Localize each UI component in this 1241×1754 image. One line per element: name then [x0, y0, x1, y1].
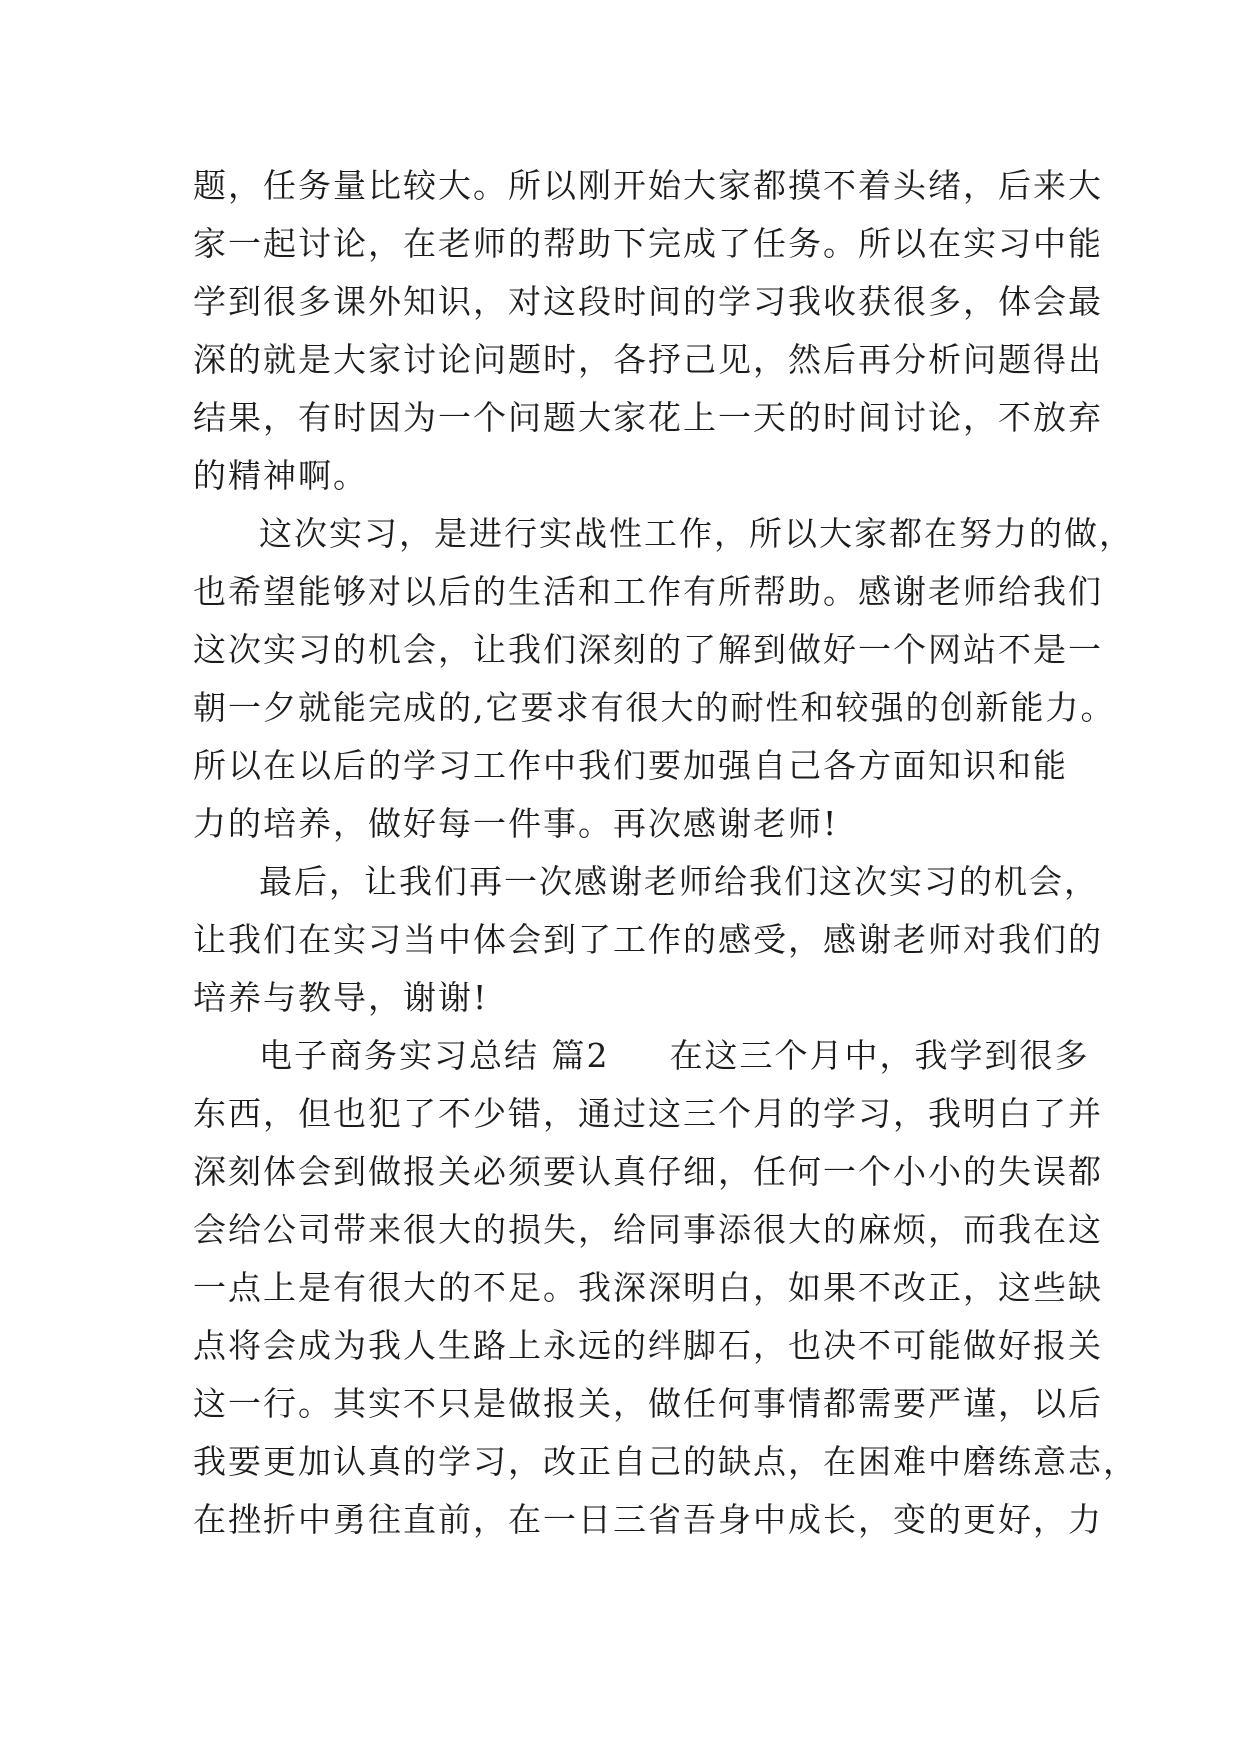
- section-heading-line: [193, 1027, 1090, 1085]
- text-line: 深刻体会到做报关必须要认真仔细，任何一个小小的失误都: [193, 1152, 1103, 1191]
- text-line: 所以在以后的学习工作中我们要加强自己各方面知识和能: [193, 746, 1068, 785]
- text-line: 学到很多课外知识，对这段时间的学习我收获很多，体会最: [193, 282, 1103, 321]
- text-line: 家一起讨论，在老师的帮助下完成了任务。所以在实习中能: [193, 224, 1103, 263]
- text-line: 朝一夕就能完成的,它要求有很大的耐性和较强的创新能力。: [193, 688, 1116, 727]
- text-line: 深的就是大家讨论问题时，各抒己见，然后再分析问题得出: [193, 340, 1103, 379]
- text-line-start: 在这三个月中，我学到很多: [669, 1036, 1090, 1075]
- text-line: 一点上是有很大的不足。我深深明白，如果不改正，这些缺: [193, 1268, 1103, 1307]
- text-line: 这次实习，是进行实战性工作，所以大家都在努力的做，: [259, 514, 1134, 553]
- paragraph-4: [193, 1027, 1138, 1549]
- section-heading: 电子商务实习总结 篇2: [259, 1036, 610, 1075]
- text-line: 我要更加认真的学习，改正自己的缺点，在困难中磨练意志，: [193, 1442, 1138, 1481]
- text-line: 让我们在实习当中体会到了工作的感受，感谢老师对我们的: [193, 920, 1103, 959]
- text-line: 这一行。其实不只是做报关，做任何事情都需要严谨，以后: [193, 1384, 1103, 1423]
- text-line: 也希望能够对以后的生活和工作有所帮助。感谢老师给我们: [193, 572, 1103, 611]
- text-line: 题，任务量比较大。所以刚开始大家都摸不着头绪，后来大: [193, 166, 1103, 205]
- paragraph-1: [193, 157, 1103, 505]
- document-body: [193, 157, 1138, 1549]
- paragraph-2: [193, 505, 1134, 853]
- paragraph-3: [193, 853, 1103, 1027]
- text-line: 力的培养，做好每一件事。再次感谢老师!: [193, 804, 839, 843]
- text-line: 东西，但也犯了不少错，通过这三个月的学习，我明白了并: [193, 1094, 1103, 1133]
- text-line: 最后，让我们再一次感谢老师给我们这次实习的机会，: [259, 862, 1099, 901]
- text-line: 这次实习的机会，让我们深刻的了解到做好一个网站不是一: [193, 630, 1103, 669]
- text-line: 在挫折中勇往直前，在一日三省吾身中成长，变的更好，力: [193, 1500, 1103, 1539]
- text-line: 结果，有时因为一个问题大家花上一天的时间讨论，不放弃: [193, 398, 1103, 437]
- text-line: 培养与教导，谢谢!: [193, 978, 489, 1017]
- text-line: 会给公司带来很大的损失，给同事添很大的麻烦，而我在这: [193, 1210, 1103, 1249]
- text-line: 的精神啊。: [193, 456, 368, 495]
- text-line: 点将会成为我人生路上永远的绊脚石，也决不可能做好报关: [193, 1326, 1103, 1365]
